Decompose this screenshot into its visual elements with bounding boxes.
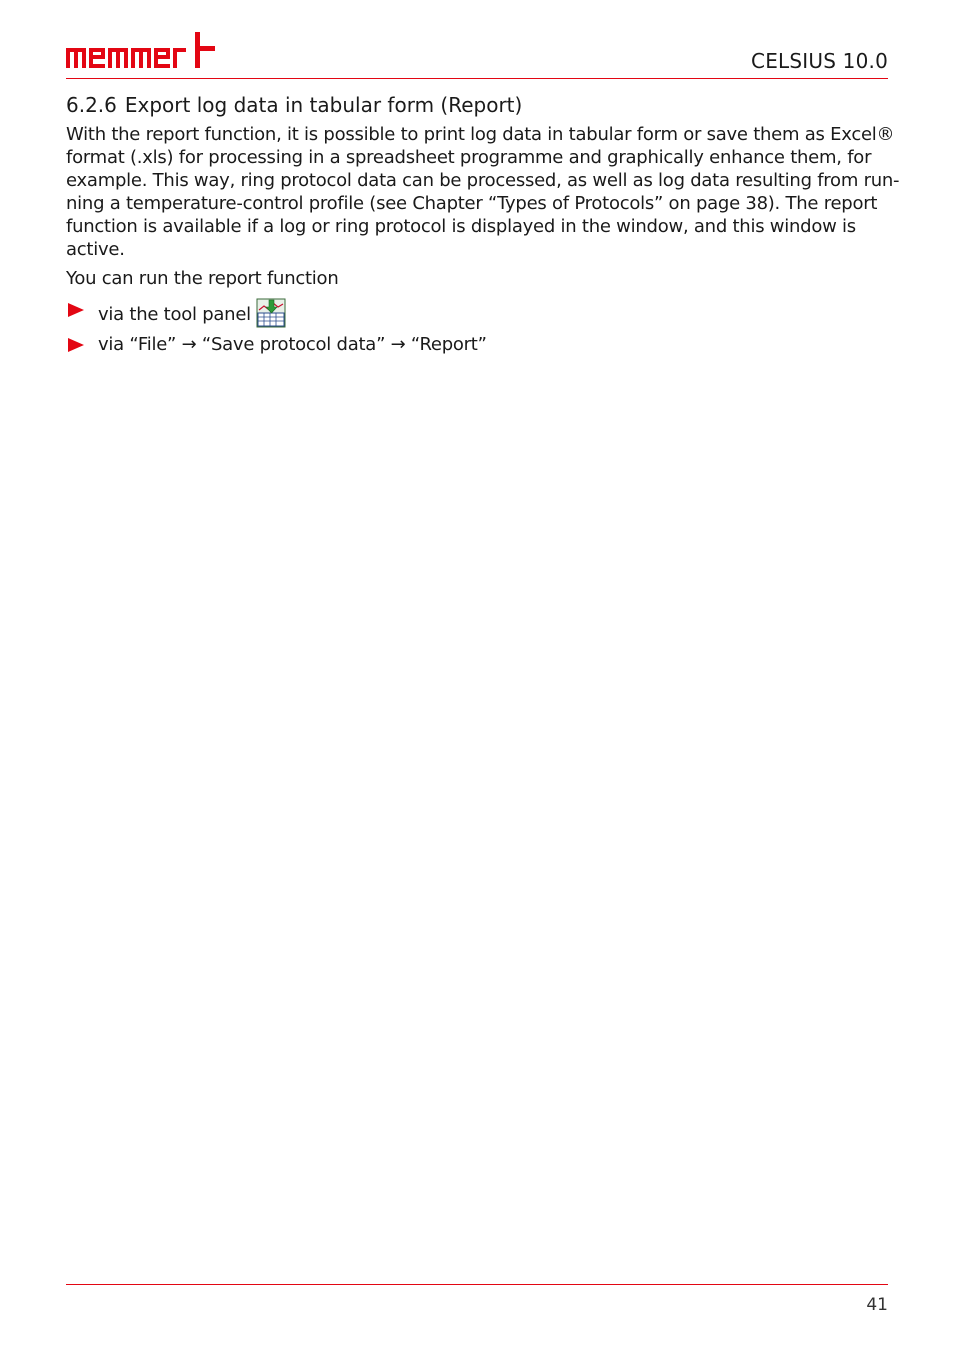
paragraph-line: active. (66, 239, 125, 260)
page-number: 41 (866, 1295, 888, 1315)
section-title: Export log data in tabular form (Report) (124, 93, 523, 117)
description-paragraph (66, 123, 900, 261)
list-item-text: via the tool panel (98, 304, 251, 325)
report-tool-icon (256, 298, 286, 328)
page-header (66, 30, 888, 80)
bullet-triangle-icon (68, 338, 84, 352)
paragraph-line: With the report function, it is possible to print log data in tabular form or save them as Excel® (66, 124, 895, 145)
paragraph-line: format (.xls) for processing in a spreadsheet programme and graphically enhance them, for (66, 147, 872, 168)
product-name: CELSIUS 10.0 (751, 49, 888, 73)
list-item-text: via “File” → “Save protocol data” → “Report” (98, 334, 487, 355)
section-heading (66, 92, 888, 118)
section-number: 6.2.6 (66, 93, 117, 117)
list-item (66, 298, 888, 328)
method-list (66, 298, 888, 357)
memmert-logo (66, 30, 218, 72)
paragraph-line: ning a temperature-control profile (see Chapter “Types of Protocols” on page 38). The report (66, 193, 878, 214)
paragraph-line: example. This way, ring protocol data can be processed, as well as log data resulting from run- (66, 170, 900, 191)
footer-rule (66, 1284, 888, 1285)
bullet-triangle-icon (68, 303, 84, 317)
header-rule (66, 78, 888, 79)
intro-text: You can run the report function (66, 268, 339, 289)
list-item (66, 333, 888, 357)
paragraph-line: function is available if a log or ring protocol is displayed in the window, and this window is (66, 216, 856, 237)
page-content (66, 92, 900, 357)
